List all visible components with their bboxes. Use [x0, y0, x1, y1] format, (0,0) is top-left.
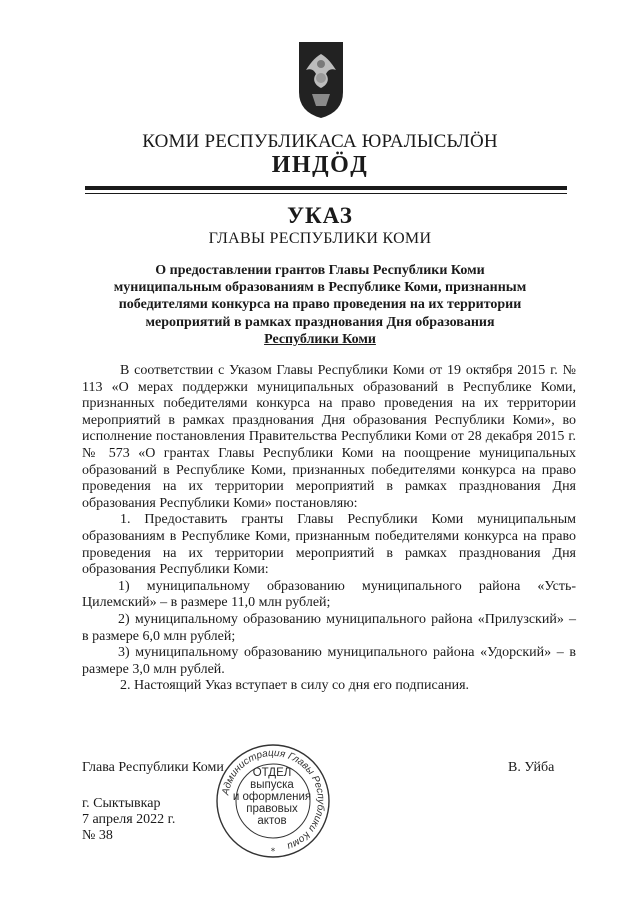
header-divider-thick [85, 186, 567, 190]
republic-name-komi: КОМИ РЕСПУБЛИКАСА ЮРАЛЫСЬЛÖН [142, 131, 498, 152]
preamble-paragraph: В соответствии с Указом Главы Республики Коми от 19 октября 2015 г. № 113 «О мерах поддержки муниципальных образований в Республике Коми, признанных победителями конкурса на право проведения на их территории мероприятий в рамках празднования Дня образования Республики Коми», во исполнение постановления Правительства Республики Коми от 28 декабря 2015 г. № 573 «О грантах Главы Республики Коми на поощрение муниципальных образований в Республике Коми, признанных победителями конкурса на право проведения на их территории мероприятий в рамках празднования Дня образования Республики Коми» постановляю: [82, 363, 576, 511]
subpoint-3: 3) муниципальному образованию муниципального района «Удорский» – в размере 3,0 млн рублей. [82, 645, 576, 677]
point-1-paragraph: 1. Предоставить гранты Главы Республики Коми муниципальным образованиям в Республике Коми, признанным победителями конкурса на право проведения на их территории мероприятий в рамках празднования Дня образования Республики Коми: [82, 512, 576, 578]
signatory-name: В. Уйба [508, 760, 555, 775]
stamp-line: и оформления [232, 791, 312, 803]
decree-number: № 38 [82, 828, 113, 843]
decree-heading-line: победителями конкурса на право проведения на их территории [118, 297, 522, 313]
stamp-center-text [222, 767, 322, 827]
stamp-line: актов [257, 815, 287, 827]
place-date-number [82, 796, 175, 844]
document-issuer: ГЛАВЫ РЕСПУБЛИКИ КОМИ [208, 230, 432, 247]
decree-heading [95, 262, 545, 348]
point-2-paragraph: 2. Настоящий Указ вступает в силу со дня его подписания. [120, 678, 470, 694]
decree-body [82, 363, 576, 695]
star-icon: * [270, 847, 276, 857]
header-divider-thin [85, 193, 567, 194]
coat-of-arms-icon [296, 40, 346, 120]
stamp-line: правовых [246, 803, 298, 815]
stamp-ring-text: Администрация Главы Республики Коми [220, 747, 327, 852]
stamp-line: ОТДЕЛ [252, 767, 292, 779]
subpoint-1: 1) муниципальному образованию муниципального района «Усть-Цилемский» – в размере 11,0 млн рублей; [82, 578, 576, 611]
decree-heading-line: мероприятий в рамках празднования Дня образования [145, 314, 495, 330]
city: г. Сыктывкар [82, 796, 161, 811]
signatory-position: Глава Республики Коми [82, 760, 224, 775]
subpoint-2: 2) муниципальному образованию муниципального района «Прилузский» – в размере 6,0 млн рублей; [82, 611, 576, 644]
decree-heading-line: муниципальным образованиям в Республике Коми, признанным [113, 280, 527, 296]
decree-heading-line: О предоставлении грантов Главы Республики Коми [155, 263, 485, 278]
decree-heading-line: Республики Коми [264, 331, 376, 347]
document-type-title: УКАЗ [287, 203, 353, 228]
stamp-line: выпуска [250, 779, 294, 791]
signing-date: 7 апреля 2022 г. [82, 812, 176, 827]
indod-heading: ИНДÖД [271, 152, 369, 178]
